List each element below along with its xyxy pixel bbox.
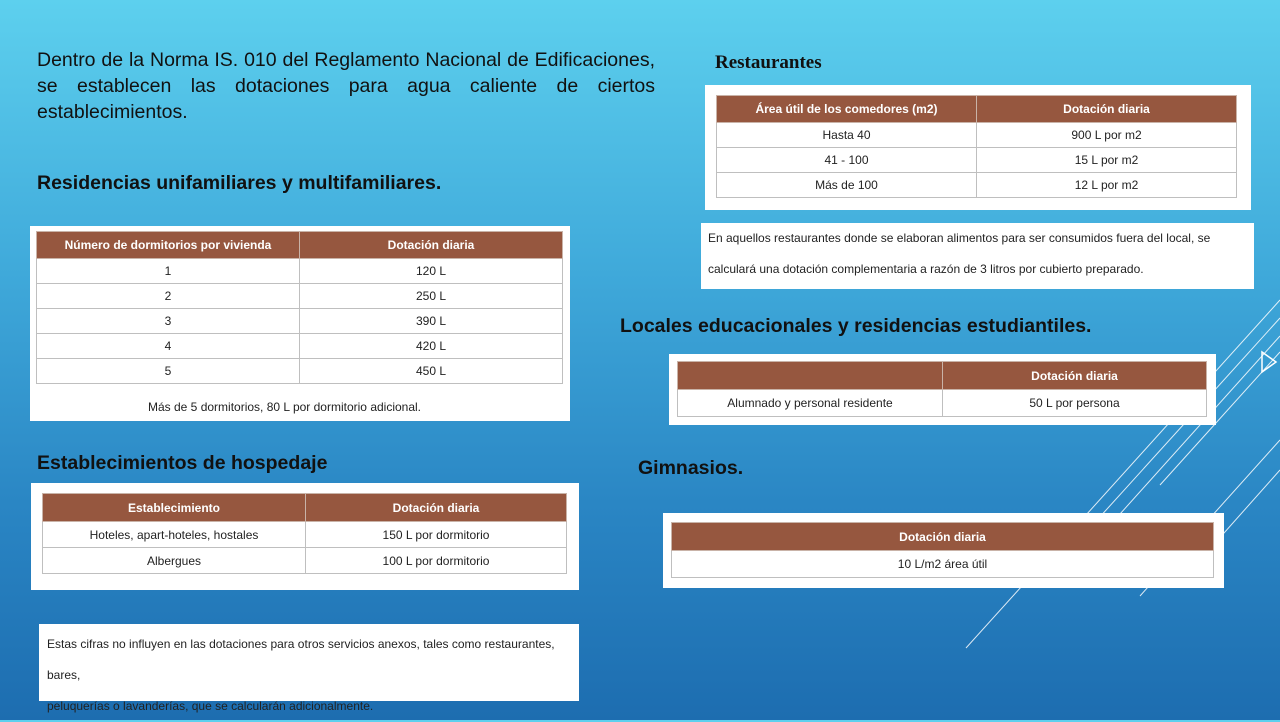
restaurantes-table-panel — [705, 85, 1251, 210]
table-cell: 390 L — [300, 309, 563, 334]
table-cell: Albergues — [43, 548, 306, 574]
column-header: Dotación diaria — [306, 494, 567, 522]
table-cell: 1 — [37, 259, 300, 284]
table-cell: 3 — [37, 309, 300, 334]
hospedaje-note-line: Estas cifras no influyen en las dotaciones para otros servicios anexos, tales como restaurantes, bares, — [47, 637, 555, 682]
column-header: Dotación diaria — [977, 96, 1237, 123]
table-row — [37, 334, 563, 359]
table-cell: 50 L por persona — [943, 390, 1207, 417]
table-row — [678, 390, 1207, 417]
table-cell: 15 L por m2 — [977, 148, 1237, 173]
column-header — [678, 362, 943, 390]
table-row — [37, 284, 563, 309]
table-cell: Hoteles, apart-hoteles, hostales — [43, 522, 306, 548]
table-cell: 120 L — [300, 259, 563, 284]
restaurantes-heading: Restaurantes — [715, 52, 822, 73]
table-cell: 250 L — [300, 284, 563, 309]
table-row — [717, 148, 1237, 173]
table-cell: 420 L — [300, 334, 563, 359]
gimnasios-heading: Gimnasios. — [638, 457, 744, 479]
residencias-heading: Residencias unifamiliares y multifamiliares. — [37, 172, 442, 194]
hospedaje-note-panel — [39, 624, 579, 713]
table-cell: Alumnado y personal residente — [678, 390, 943, 417]
column-header: Dotación diaria — [943, 362, 1207, 390]
table-cell: 150 L por dormitorio — [306, 522, 567, 548]
table-row — [717, 173, 1237, 198]
restaurantes-table — [716, 95, 1237, 198]
table-cell: 5 — [37, 359, 300, 384]
column-header: Dotación diaria — [672, 523, 1214, 551]
table-row — [672, 551, 1214, 578]
educacionales-table — [677, 361, 1207, 417]
table-cell: 41 - 100 — [717, 148, 977, 173]
column-header: Establecimiento — [43, 494, 306, 522]
residencias-table — [36, 231, 563, 384]
table-cell: 2 — [37, 284, 300, 309]
table-row — [37, 259, 563, 284]
hospedaje-note-line: peluquerías o lavanderías, que se calcularán adicionalmente. — [47, 699, 374, 713]
hospedaje-heading: Establecimientos de hospedaje — [37, 452, 328, 474]
restaurantes-note-panel — [701, 223, 1254, 289]
table-row — [43, 522, 567, 548]
educacionales-heading: Locales educacionales y residencias estudiantiles. — [620, 315, 1092, 337]
table-cell: 10 L/m2 área útil — [672, 551, 1214, 578]
gimnasios-table-panel — [663, 513, 1224, 588]
column-header: Dotación diaria — [300, 232, 563, 259]
table-row — [37, 359, 563, 384]
residencias-note: Más de 5 dormitorios, 80 L por dormitorio adicional. — [148, 400, 422, 414]
table-cell: 450 L — [300, 359, 563, 384]
table-cell: Hasta 40 — [717, 123, 977, 148]
restaurantes-note-line: calculará una dotación complementaria a razón de 3 litros por cubierto preparado. — [708, 262, 1144, 276]
column-header: Área útil de los comedores (m2) — [717, 96, 977, 123]
residencias-table-panel — [30, 226, 570, 421]
intro-paragraph: Dentro de la Norma IS. 010 del Reglamento Nacional de Edificaciones, se establecen las dotaciones para agua caliente de ciertos establecimientos. — [37, 49, 655, 123]
table-cell: 4 — [37, 334, 300, 359]
hospedaje-table — [42, 493, 567, 574]
table-cell: 12 L por m2 — [977, 173, 1237, 198]
table-row — [43, 548, 567, 574]
restaurantes-note-line: En aquellos restaurantes donde se elaboran alimentos para ser consumidos fuera del local, se — [708, 231, 1211, 245]
hospedaje-table-panel — [31, 483, 579, 590]
gimnasios-table — [671, 522, 1214, 578]
educacionales-table-panel — [669, 354, 1216, 425]
table-row — [37, 309, 563, 334]
column-header: Número de dormitorios por vivienda — [37, 232, 300, 259]
table-cell: 900 L por m2 — [977, 123, 1237, 148]
table-row — [717, 123, 1237, 148]
table-cell: 100 L por dormitorio — [306, 548, 567, 574]
table-cell: Más de 100 — [717, 173, 977, 198]
